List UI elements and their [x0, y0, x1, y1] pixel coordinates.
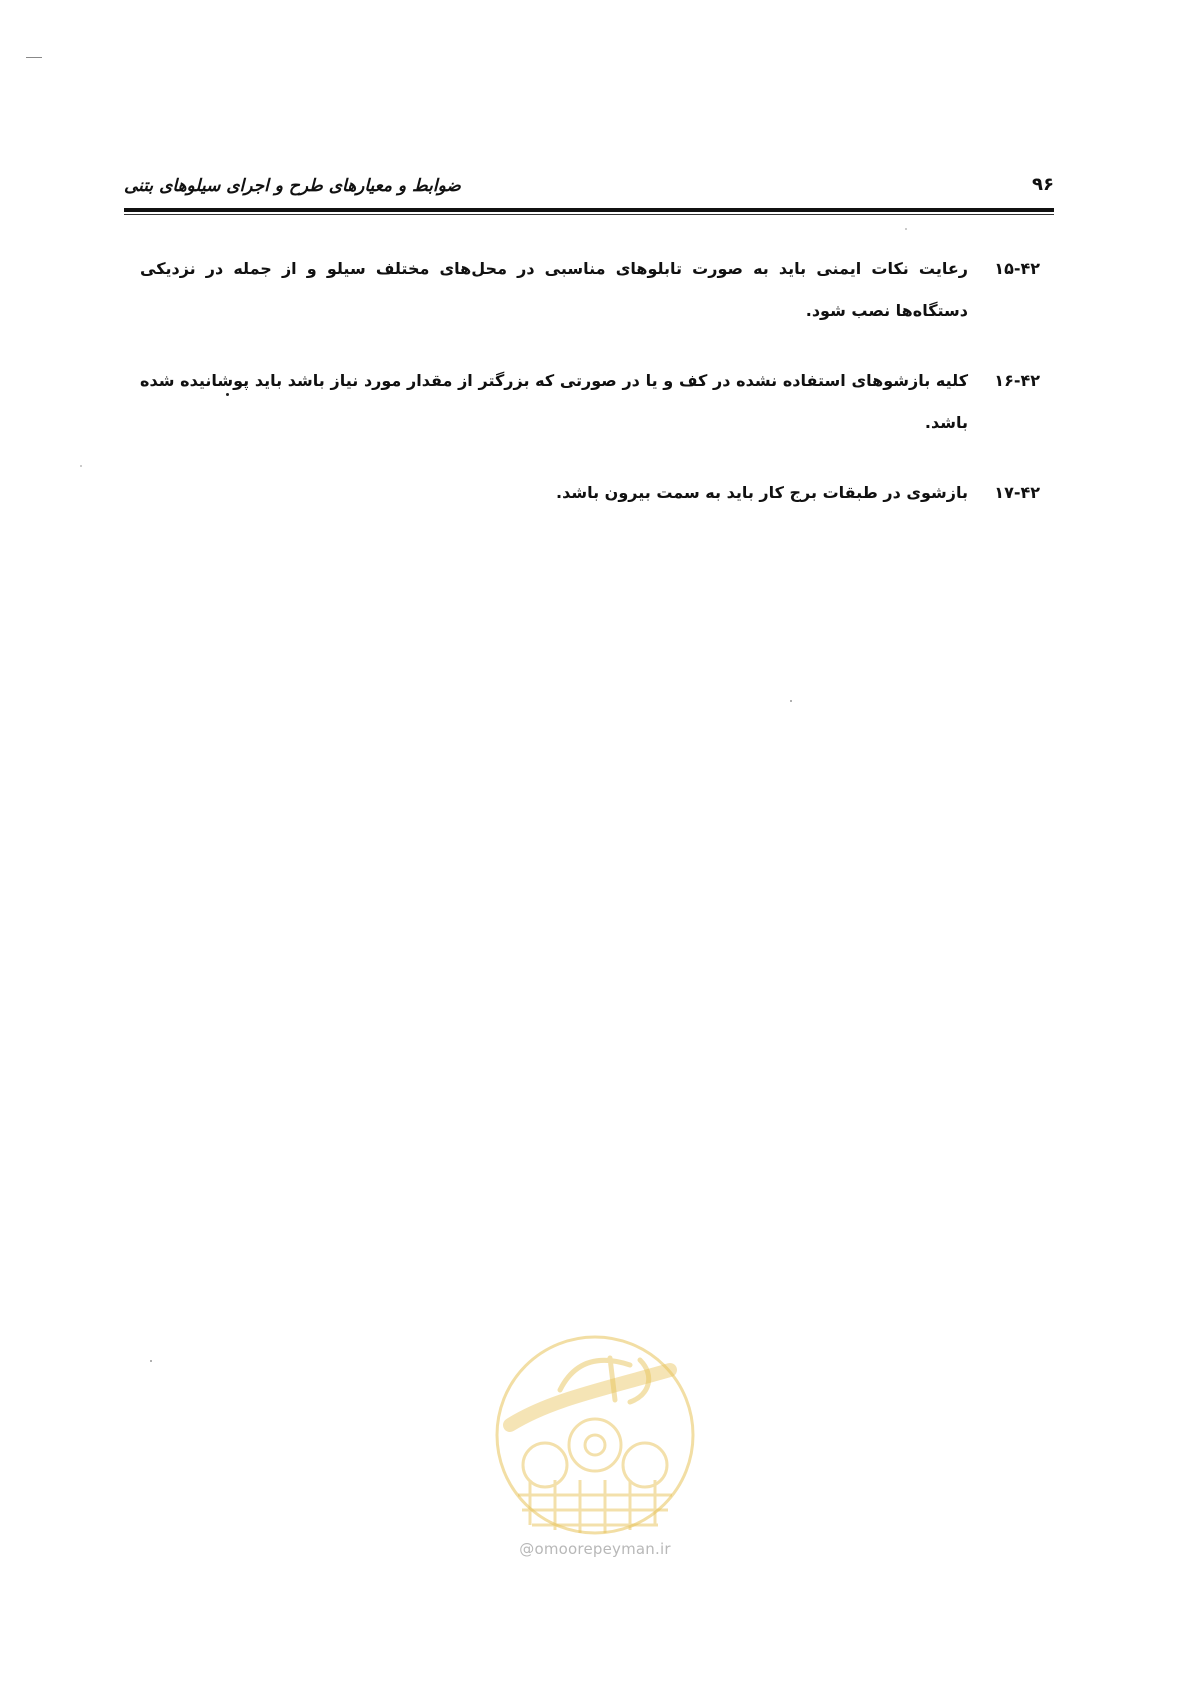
scan-speck [790, 700, 792, 702]
watermark-url: @omoorepeyman.ir [519, 1540, 671, 1558]
watermark-seal-icon [490, 1330, 700, 1540]
scan-speck [80, 465, 82, 467]
page-header [124, 170, 1054, 220]
clause-item [140, 472, 1040, 514]
clause-text: بازشوی در طبقات برج کار باید به سمت بیرون باشد. [556, 483, 968, 502]
clause-item [140, 248, 1040, 332]
scan-corner-mark [26, 57, 42, 58]
clause-text: کلیه بازشوهای استفاده نشده در کف و یا در صورتی که بزرگتر از مقدار مورد نیاز باشد باید پوشانیده شده باشد. [140, 371, 968, 432]
page-number: ۹۶ [1032, 174, 1054, 195]
scan-speck [905, 228, 907, 230]
clause-list [140, 248, 1040, 542]
header-rule-thick [124, 208, 1054, 212]
clause-text: رعایت نکات ایمنی باید به صورت تابلوهای مناسبی در محل‌های مختلف سیلو و از جمله در نزدیکی دستگاه‌ها نصب شود. [140, 259, 968, 320]
scan-speck [150, 1360, 152, 1362]
clause-item [140, 360, 1040, 444]
scan-speck [226, 393, 229, 396]
clause-number: ۱۵-۴۲ [994, 259, 1040, 278]
watermark-logo [490, 1330, 700, 1580]
clause-number: ۱۷-۴۲ [994, 483, 1040, 502]
running-title: ضوابط و معیارهای طرح و اجرای سیلوهای بتنی [124, 176, 461, 196]
clause-number: ۱۶-۴۲ [994, 371, 1040, 390]
header-rule-thin [124, 214, 1054, 215]
